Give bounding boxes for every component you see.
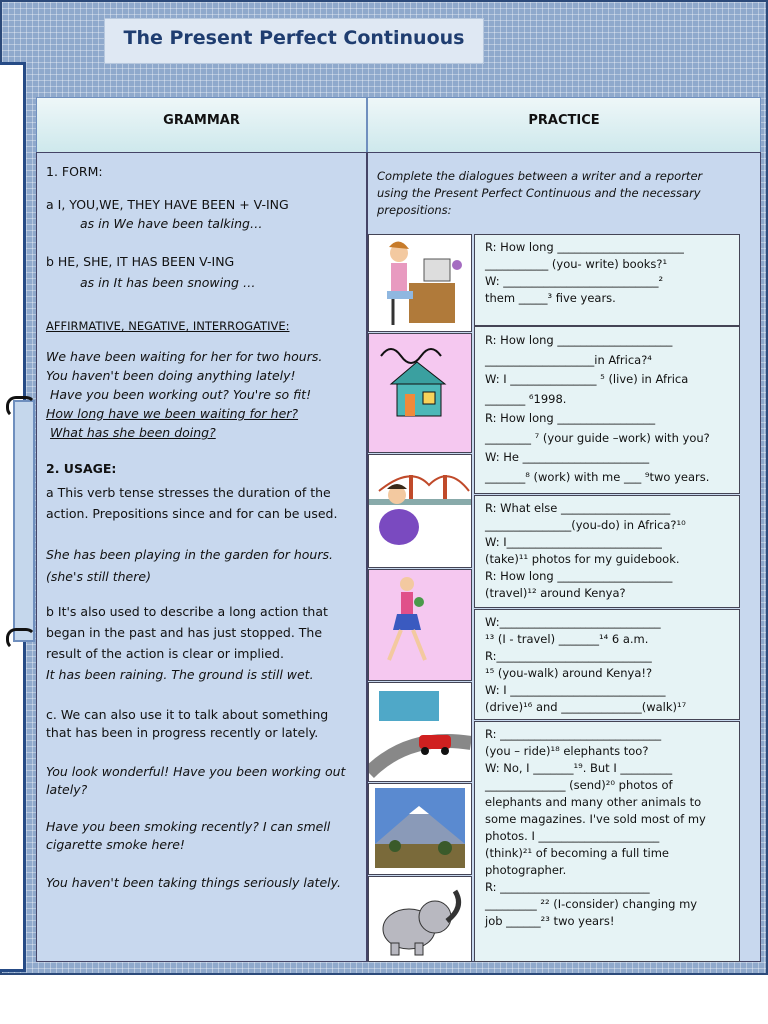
dialogue-line: (travel)¹² around Kenya?	[485, 586, 626, 600]
dialogue-line: _______⁸ (work) with me ___ ⁹two years.	[485, 469, 710, 484]
dialogue-line: photographer.	[485, 863, 567, 877]
dialogue-line: W: No, I _______¹⁹. But I _________	[485, 761, 673, 775]
photographer-icon	[368, 454, 472, 568]
dialogue-line: ___________________in Africa?⁴	[485, 352, 652, 367]
usage-c-text: c. We can also use it to talk about something that has been in progress recently or lately.	[46, 707, 329, 740]
example-5: What has she been doing?	[50, 425, 216, 440]
dialogue-line: R: How long _________________	[485, 411, 656, 425]
usage-c-example-1: You look wonderful! Have you been working out lately?	[46, 764, 346, 797]
dialogue-line: elephants and many other animals to	[485, 795, 702, 809]
dialogue-line: _________ ²² (I-consider) changing my	[485, 897, 698, 911]
binder-tab	[13, 400, 35, 642]
dialogue-line: W: I ___________________________	[485, 683, 666, 697]
page-title: The Present Perfect Continuous	[123, 27, 465, 49]
dialogue-line: W:____________________________	[485, 615, 661, 629]
dialogue-line: (think)²¹ of becoming a full time	[485, 846, 669, 860]
example-4: How long have we been waiting for her?	[46, 406, 299, 421]
dialogue-line: _______________(you-do) in Africa?¹⁰	[485, 518, 686, 532]
usage-b-example: It has been raining. The ground is still wet.	[46, 667, 314, 682]
usage-a-text: a This verb tense stresses the duration of the action. Prepositions since and for can be used.	[46, 485, 338, 521]
dialogue-line: R: How long ____________________	[485, 333, 673, 347]
dialogue-line: _______ ⁶1998.	[485, 391, 567, 406]
dialogue-line: W: He ______________________	[485, 450, 650, 464]
dialogue-line: ___________ (you- write) books?¹	[485, 257, 668, 271]
grammar-header-label: GRAMMAR	[163, 113, 240, 128]
form-line-b: b HE, SHE, IT HAS BEEN V-ING	[46, 254, 235, 269]
kilimanjaro-landscape-icon	[368, 783, 472, 875]
example-1: We have been waiting for her for two hours.	[46, 349, 323, 364]
form-line-a-example: as in We have been talking…	[80, 216, 263, 231]
aff-neg-int-heading: AFFIRMATIVE, NEGATIVE, INTERROGATIVE:	[46, 319, 290, 333]
usage-c-example-2: Have you been smoking recently? I can smell cigarette smoke here!	[46, 819, 331, 852]
woman-writing-icon	[368, 234, 472, 332]
usage-c-example-3: You haven't been taking things seriously lately.	[46, 875, 342, 890]
car-driving-icon	[368, 682, 472, 782]
dialogue-line: ¹⁵ (you-walk) around Kenya!?	[485, 666, 653, 680]
binder-ring-icon	[6, 396, 36, 418]
dialogue-line: (you – ride)¹⁸ elephants too?	[485, 744, 649, 758]
dialogue-line: R: ____________________________	[485, 727, 662, 741]
dialogue-line: them _____³ five years.	[485, 291, 616, 305]
binder-ring-icon	[6, 628, 36, 650]
dialogue-line: R:___________________________	[485, 649, 652, 663]
elephant-icon	[368, 876, 472, 962]
dialogue-box-4	[474, 609, 740, 720]
dialogue-box-5	[474, 721, 740, 962]
dialogue-line: R: How long ______________________	[485, 240, 684, 254]
dialogue-line: ________ ⁷ (your guide –work) with you?	[485, 430, 710, 445]
form-line-a: a I, YOU,WE, THEY HAVE BEEN + V-ING	[46, 197, 289, 212]
form-line-b-example: as in It has been snowing …	[80, 275, 256, 290]
house-icon	[368, 333, 472, 453]
practice-instruction: Complete the dialogues between a writer and a reporter using the Present Perfect Continuous and the necessary prepositions:	[377, 169, 703, 217]
walking-woman-icon	[368, 569, 472, 681]
title-box	[104, 18, 484, 64]
dialogue-line: R: __________________________	[485, 880, 650, 894]
dialogue-line: R: What else ___________________	[485, 501, 671, 515]
dialogue-box-2	[474, 326, 740, 494]
example-2: You haven't been doing anything lately!	[46, 368, 296, 383]
dialogue-box-1	[474, 234, 740, 326]
dialogue-box-3	[474, 495, 740, 608]
usage-b-text: b It's also used to describe a long action that began in the past and has just stopped. The result of the action is clear or implied.	[46, 604, 328, 661]
usage-a-example-2: (she's still there)	[46, 569, 151, 584]
dialogue-line: (drive)¹⁶ and ______________(walk)¹⁷	[485, 700, 687, 714]
dialogue-line: W: I___________________________	[485, 535, 662, 549]
practice-header-label: PRACTICE	[528, 113, 600, 128]
dialogue-line: ¹³ (I - travel) _______¹⁴ 6 a.m.	[485, 632, 649, 646]
grammar-header	[36, 97, 367, 155]
dialogue-line: R: How long ____________________	[485, 569, 673, 583]
dialogue-line: (take)¹¹ photos for my guidebook.	[485, 552, 680, 566]
dialogue-line: photos. I _____________________	[485, 829, 660, 843]
dialogue-line: some magazines. I've sold most of my	[485, 812, 706, 826]
form-heading: 1. FORM:	[46, 164, 103, 179]
example-3: Have you been working out? You're so fit!	[50, 387, 312, 402]
dialogue-line: W: ___________________________²	[485, 274, 664, 288]
dialogue-line: W: I _______________ ⁵ (live) in Africa	[485, 372, 689, 386]
usage-a-example-1: She has been playing in the garden for hours.	[46, 547, 333, 562]
dialogue-line: job ______²³ two years!	[485, 914, 615, 928]
dialogue-line: ______________ (send)²⁰ photos of	[485, 778, 673, 792]
usage-heading: 2. USAGE:	[46, 461, 117, 476]
practice-header	[367, 97, 761, 155]
